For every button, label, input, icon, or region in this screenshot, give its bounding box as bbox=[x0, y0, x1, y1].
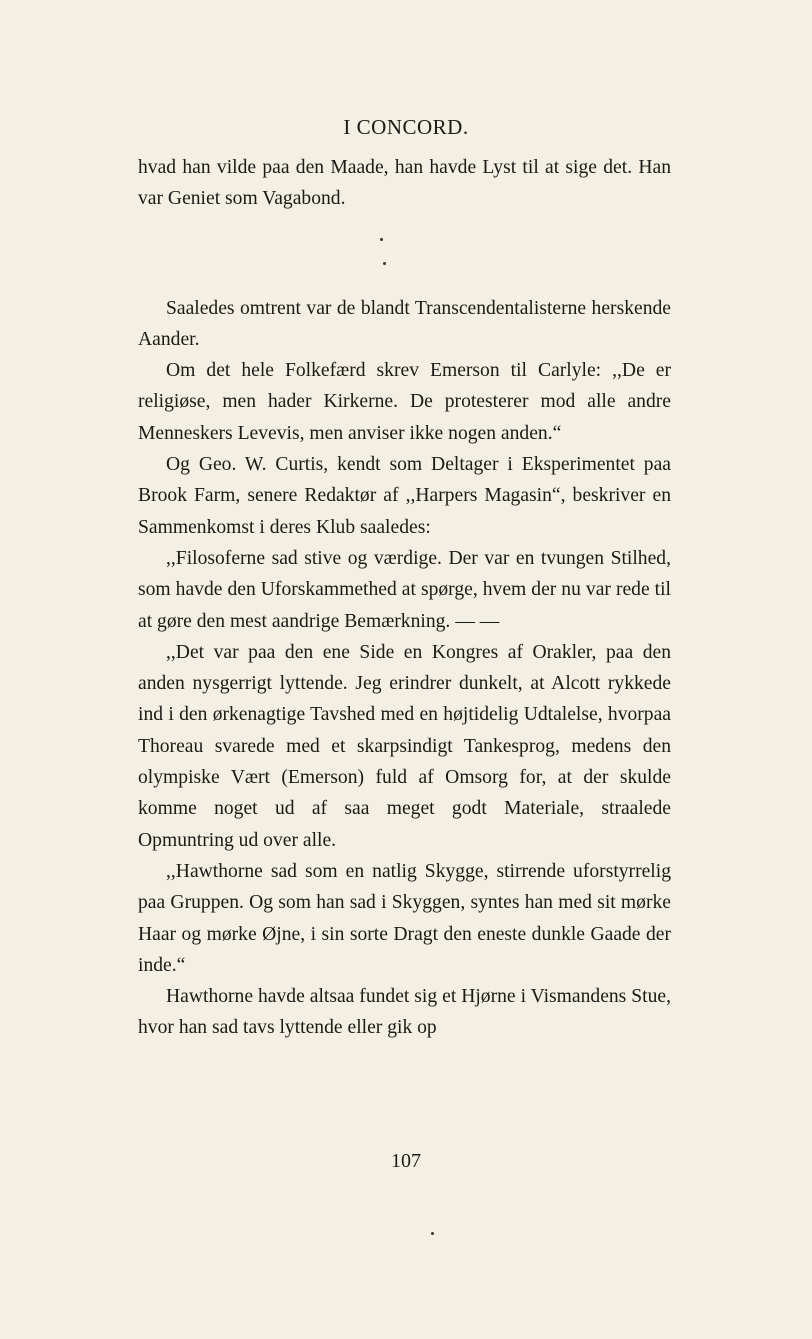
page-number: 107 bbox=[391, 1150, 421, 1172]
paragraph-8: Hawthorne havde altsaa fundet sig et Hjørne i Vismandens Stue, hvor han sad tavs lyttende eller gik op bbox=[138, 986, 671, 1039]
print-speck bbox=[380, 238, 383, 241]
section-gap bbox=[138, 215, 671, 293]
paragraph-2: Saaledes omtrent var de blandt Transcendentalisterne herskende Aander. bbox=[138, 297, 671, 350]
paragraph-7: ,,Hawthorne sad som en natlig Skygge, stirrende uforstyrrelig paa Gruppen. Og som han sad i Skyggen, syntes han med sit mørke Haar og mørke Øjne, i sin sorte Dragt den eneste dunkle Gaade der inde.“ bbox=[138, 860, 671, 976]
running-head: I CONCORD. bbox=[343, 115, 469, 139]
body-text bbox=[138, 152, 671, 1044]
paragraph-1: hvad han vilde paa den Maade, han havde Lyst til at sige det. Han var Geniet som Vagabond. bbox=[138, 157, 671, 210]
print-speck bbox=[383, 262, 386, 265]
paragraph-3: Om det hele Folkefærd skrev Emerson til Carlyle: ,,De er religiøse, men hader Kirkerne. De protesterer mod alle andre Menneskers Levevis, men anviser ikke nogen anden.“ bbox=[138, 360, 671, 444]
paragraph-4: Og Geo. W. Curtis, kendt som Deltager i Eksperimentet paa Brook Farm, senere Redaktør af ,,Harpers Magasin“, beskriver en Sammenkomst i deres Klub saaledes: bbox=[138, 454, 671, 538]
paragraph-5: ,,Filosoferne sad stive og værdige. Der var en tvungen Stilhed, som havde den Uforskammethed at spørge, hvem der nu var rede til at gøre den mest aandrige Bemærkning. — — bbox=[138, 547, 671, 632]
print-speck bbox=[431, 1232, 434, 1235]
paragraph-6: ,,Det var paa den ene Side en Kongres af Orakler, paa den anden nysgerrigt lyttende. Jeg erindrer dunkelt, at Alcott rykkede ind i den ørkenagtige Tavshed med en højtidelig Udtalelse, hvorpaa Thoreau svarede med et skarpsindigt Tankesprog, medens den olympiske Vært (Emerson) fuld af Omsorg for, at der skulde komme noget ud af saa meget godt Materiale, straalede Opmuntring ud over alle. bbox=[138, 641, 671, 851]
